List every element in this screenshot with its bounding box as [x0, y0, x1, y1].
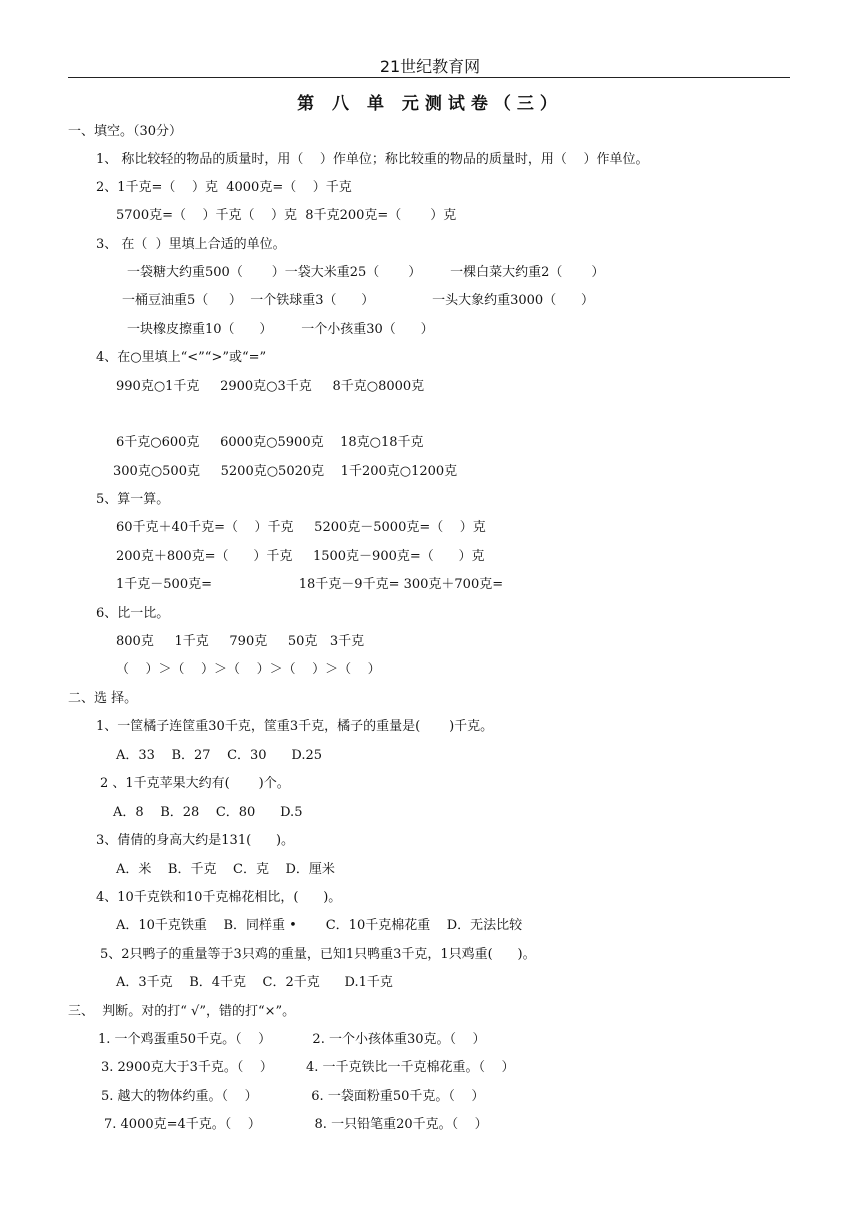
question-line: （ ）＞（ ）＞（ ）＞（ ）＞（ ）: [116, 662, 381, 677]
question-line: 2、1千克=（ ）克 4000克=（ ）千克: [96, 180, 352, 195]
question-line: 5700克=（ ）千克（ ）克 8千克200克=（ ）克: [116, 208, 457, 223]
question-line: 3、 在（ ）里填上合适的单位。: [96, 237, 286, 252]
judge-line: 1. 一个鸡蛋重50千克。（ ） 2. 一个小孩体重30克。（ ）: [98, 1032, 486, 1047]
question-line: 一块橡皮擦重10（ ） 一个小孩重30（ ）: [127, 322, 434, 337]
question-line: 200克＋800克=（ ）千克 1500克－900克=（ ）克: [116, 549, 485, 564]
header-divider: [68, 77, 790, 78]
question-line: 一袋糖大约重500（ ）一袋大米重25（ ） 一棵白菜大约重2（ ）: [127, 265, 605, 280]
answer-options: A．米 B．千克 C．克 D．厘米: [116, 862, 335, 877]
question-line: 一桶豆油重5（ ） 一个铁球重3（ ） 一头大象约重3000（ ）: [122, 293, 594, 308]
question-line: 3、倩倩的身高大约是131( )。: [96, 833, 295, 848]
answer-options: A．33 B．27 C．30 D.25: [116, 748, 323, 763]
question-line: 6千克○600克 6000克○5900克 18克○18千克: [116, 435, 424, 450]
section-heading-fill-blank: 一、填空。（30分）: [68, 124, 183, 139]
answer-options: A．3千克 B．4千克 C．2千克 D.1千克: [116, 975, 393, 990]
question-line: 60千克＋40千克=（ ）千克 5200克－5000克=（ ）克: [116, 520, 486, 535]
judge-line: 3. 2900克大于3千克。（ ） 4. 一千克铁比一千克棉花重。（ ）: [101, 1060, 515, 1075]
answer-options: A．10千克铁重 B．同样重 • C．10千克棉花重 D．无法比较: [116, 918, 523, 933]
question-line: 4、在○里填上“<”“>”或“=”: [96, 350, 267, 365]
question-line: 990克○1千克 2900克○3千克 8千克○8000克: [116, 379, 425, 394]
question-line: 6、比一比。: [96, 606, 170, 621]
question-line: 1、一筐橘子连筐重30千克，筐重3千克，橘子的重量是( )千克。: [96, 719, 494, 734]
judge-line: 5. 越大的物体约重。（ ） 6. 一袋面粉重50千克。（ ）: [101, 1089, 485, 1104]
question-line: 5、2只鸭子的重量等于3只鸡的重量，已知1只鸭重3千克，1只鸡重( )。: [100, 947, 536, 962]
question-line: 5、算一算。: [96, 492, 170, 507]
question-line: 800克 1千克 790克 50克 3千克: [116, 634, 365, 649]
question-line: 4、10千克铁和10千克棉花相比，( )。: [96, 890, 342, 905]
question-line: 1千克－500克= 18千克－9千克= 300克＋700克=: [116, 577, 504, 592]
question-line: 1、 称比较轻的物品的质量时，用（ ）作单位；称比较重的物品的质量时，用（ ）作单位。: [96, 152, 649, 167]
question-line: 2 、1千克苹果大约有( )个。: [100, 776, 290, 791]
header-site-name: 21世纪教育网: [379, 57, 481, 76]
section-heading-judge: 三、 判断。对的打“ √”，错的打“×”。: [68, 1004, 296, 1019]
judge-line: 7. 4000克=4千克。（ ） 8. 一只铅笔重20千克。（ ）: [104, 1117, 488, 1132]
section-heading-choice: 二、选 择。: [68, 691, 138, 706]
page-title: 第 八 单 元测试卷（三）: [297, 94, 563, 114]
question-line: 300克○500克 5200克○5020克 1千200克○1200克: [113, 464, 458, 479]
answer-options: A．8 B．28 C．80 D.5: [113, 805, 303, 820]
